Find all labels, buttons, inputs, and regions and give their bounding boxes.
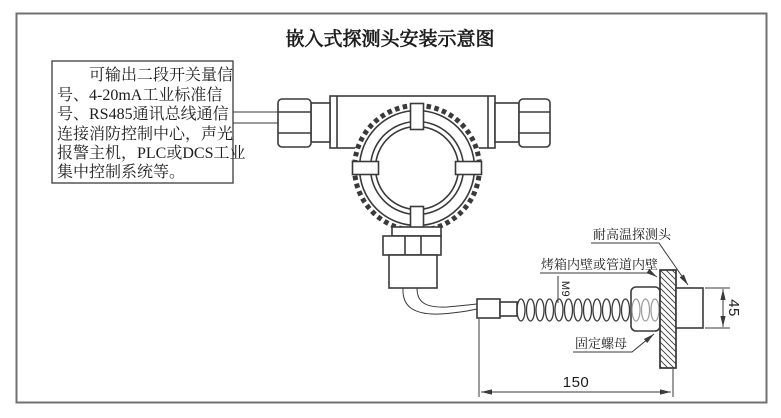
info-box-line: 报警主机，PLC或DCS工业	[57, 145, 246, 162]
info-box-line: 连接消防控制中心，声光	[57, 126, 234, 143]
label-probe-head-text: 耐高温探测头	[593, 227, 672, 242]
housing-cover	[352, 103, 482, 233]
thread-adapter	[389, 255, 437, 288]
info-box-line: 集中控制系统等。	[57, 164, 186, 181]
right-cable-gland	[495, 99, 550, 147]
cover-tab-right	[456, 162, 482, 175]
diagram-title: 嵌入式探测头安装示意图	[285, 29, 495, 50]
probe-head	[676, 288, 703, 328]
cover-tab-top	[411, 104, 424, 130]
lower-hex-nut	[383, 236, 441, 255]
dim-45-text: 45	[725, 299, 743, 317]
dim-150-text: 150	[562, 374, 590, 391]
fixing-nut	[631, 287, 660, 331]
info-box	[52, 61, 245, 183]
info-box-line: 可输出二段开关量信	[89, 67, 234, 84]
left-cable-gland	[278, 99, 330, 147]
info-box-line: 号、4-20mA工业标准信	[57, 87, 223, 104]
label-wall-text: 烤箱内壁或管道内壁	[541, 257, 659, 272]
cable-connector	[477, 299, 517, 318]
cover-tab-left	[353, 162, 379, 175]
dim-m9-text: M9	[559, 280, 572, 298]
label-fixing-nut-text: 固定螺母	[575, 336, 628, 351]
info-box-line: 号、RS485通讯总线通信	[57, 106, 229, 123]
wall-section	[660, 270, 676, 368]
lower-neck	[392, 227, 441, 236]
